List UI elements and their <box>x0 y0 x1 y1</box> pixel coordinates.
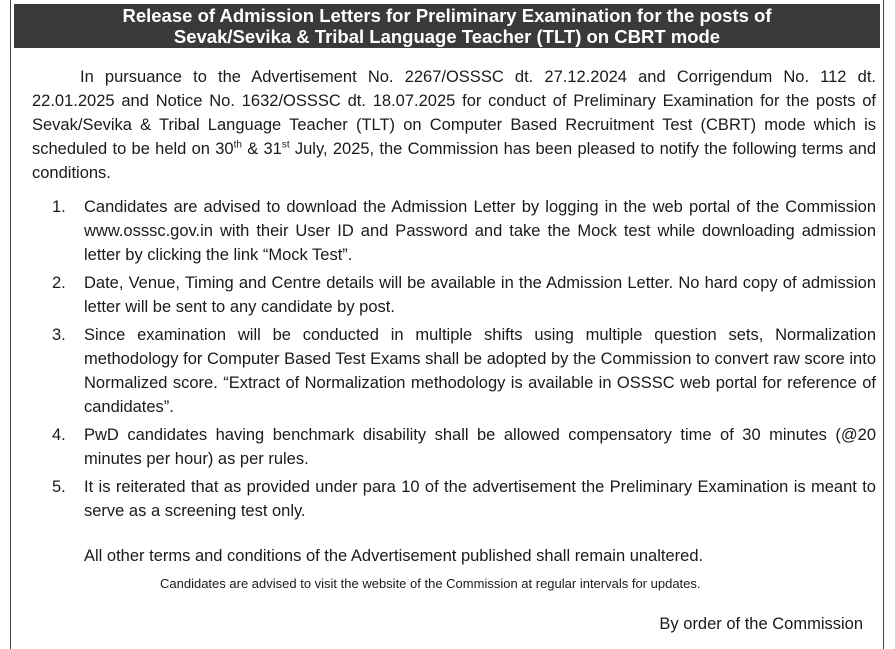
closing-statement: All other terms and conditions of the Advertisement published shall remain unaltered. <box>84 547 704 565</box>
term-text: Candidates are advised to download the Admission Letter by logging in the web portal of the Commission www.osssc.gov.in with their User ID and Password and take the Mock test while downloading admission letter by clicking the link “Mock Test”. <box>84 198 876 264</box>
intro-sup-1: th <box>233 139 242 151</box>
notice-title-line-1: Release of Admission Letters for Preliminary Examination for the posts of <box>122 5 772 26</box>
term-number: 5. <box>52 478 66 496</box>
term-item <box>32 475 876 523</box>
order-signature: By order of the Commission <box>659 615 863 633</box>
notice-title-line-2: Sevak/Sevika & Tribal Language Teacher (TLT) on CBRT mode <box>173 26 721 47</box>
term-text: Date, Venue, Timing and Centre details will be available in the Admission Letter. No hard copy of admission letter will be sent to any candidate by post. <box>84 274 876 316</box>
term-item <box>32 423 876 471</box>
terms-list <box>32 195 876 527</box>
term-number: 2. <box>52 274 66 292</box>
term-number: 4. <box>52 426 66 444</box>
update-note: Candidates are advised to visit the website of the Commission at regular intervals for updates. <box>160 576 701 591</box>
term-text: It is reiterated that as provided under para 10 of the advertisement the Preliminary Examination is meant to serve as a screening test only. <box>84 478 876 520</box>
intro-text-b: & 31 <box>241 140 282 158</box>
term-item <box>32 323 876 419</box>
term-text: Since examination will be conducted in multiple shifts using multiple question sets, Normalization methodology for Computer Based Test Exams shall be adopted by the Commission to convert raw score into Normalized score. “Extract of Normalization methodology is available in OSSSC web portal for reference of candidates”. <box>84 326 876 416</box>
term-item <box>32 271 876 319</box>
intro-text-a: In pursuance to the Advertisement No. 2267/OSSSC dt. 27.12.2024 and Corrigendum No. 112 dt. 22.01.2025 and Notice No. 1632/OSSSC dt. 18.07.2025 for conduct of Preliminary Examination for the posts of Sevak/Sevika & Tribal Language Teacher (TLT) on Computer Based Recruitment Test (CBRT) mode which is scheduled to be held on 30 <box>32 68 876 158</box>
term-number: 1. <box>52 198 66 216</box>
intro-text-c: July, 2025, the Commission has been pleased to notify the following terms and conditions. <box>32 140 876 182</box>
term-number: 3. <box>52 326 66 344</box>
term-item <box>32 195 876 267</box>
intro-sup-2: st <box>281 139 290 151</box>
intro-paragraph <box>32 65 876 185</box>
term-text: PwD candidates having benchmark disability shall be allowed compensatory time of 30 minutes (@20 minutes per hour) as per rules. <box>84 426 876 468</box>
notice-title-banner <box>14 4 880 48</box>
